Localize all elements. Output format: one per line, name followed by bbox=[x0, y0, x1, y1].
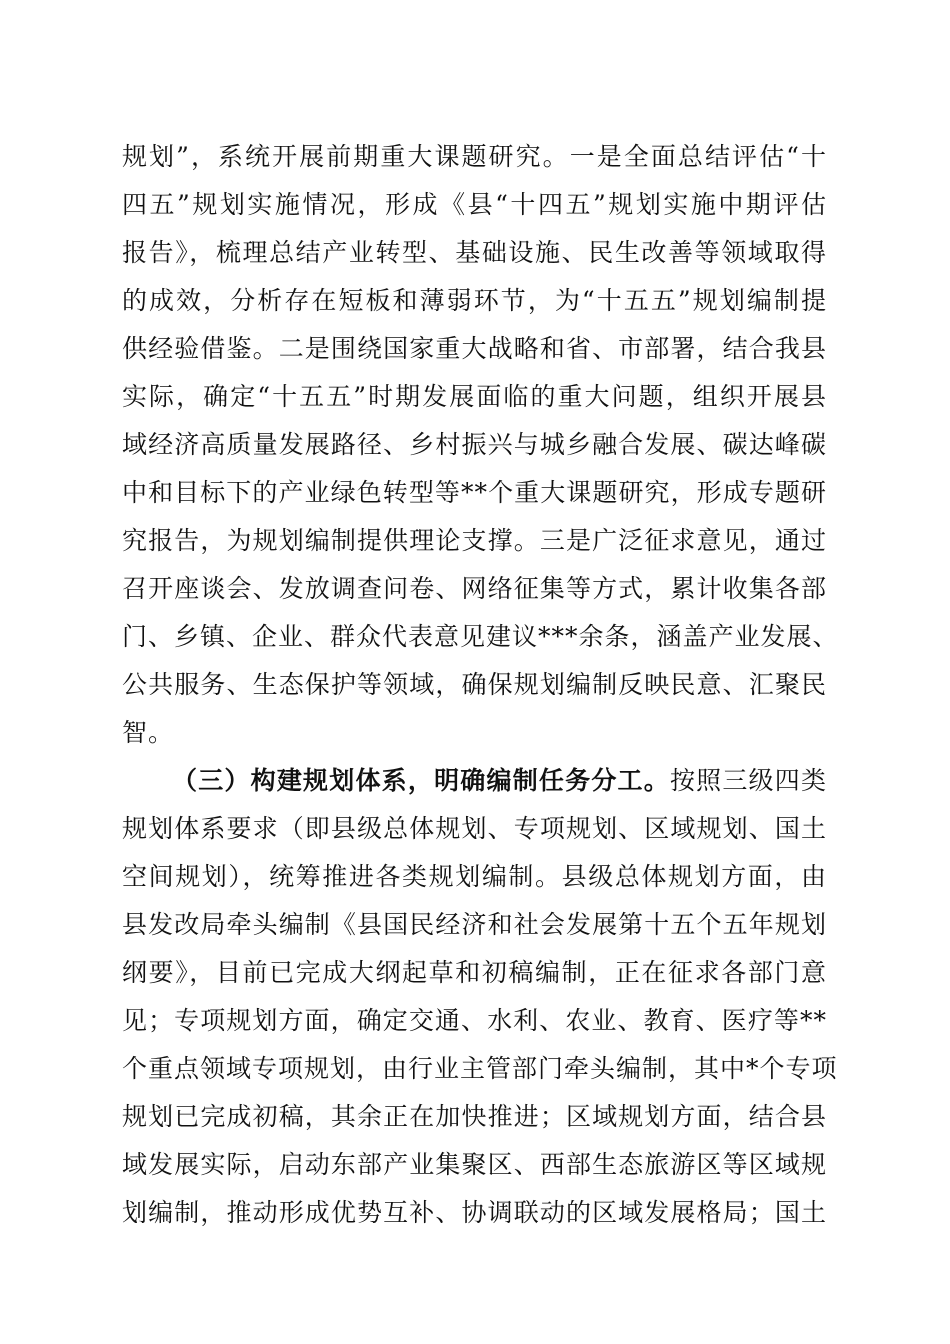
text-line: 规划”，系统开展前期重大课题研究。一是全面总结评估“十 bbox=[122, 142, 827, 171]
text-line: 中和目标下的产业绿色转型等**个重大课题研究，形成专题研 bbox=[122, 478, 827, 507]
text-line: 域经济高质量发展路径、乡村振兴与城乡融合发展、碳达峰碳 bbox=[122, 430, 827, 459]
text-line: 个重点领域专项规划，由行业主管部门牵头编制，其中*个专项 bbox=[122, 1054, 838, 1083]
text-line: 纲要》，目前已完成大纲起草和初稿编制，正在征求各部门意 bbox=[122, 958, 827, 987]
text-line: 召开座谈会、发放调查问卷、网络征集等方式，累计收集各部 bbox=[122, 574, 827, 603]
section-heading: （三）构建规划体系，明确编制任务分工。 bbox=[172, 766, 670, 795]
text-line: 见；专项规划方面，确定交通、水利、农业、教育、医疗等** bbox=[122, 1006, 827, 1035]
text-line: 智。 bbox=[122, 718, 175, 747]
text-line: 供经验借鉴。二是围绕国家重大战略和省、市部署，结合我县 bbox=[122, 334, 827, 363]
text-line: 公共服务、生态保护等领域，确保规划编制反映民意、汇聚民 bbox=[122, 670, 827, 699]
text-line: 四五”规划实施情况，形成《县“十四五”规划实施中期评估 bbox=[122, 190, 827, 219]
text-line: 域发展实际，启动东部产业集聚区、西部生态旅游区等区域规 bbox=[122, 1150, 827, 1179]
text-line: 划编制，推动形成优势互补、协调联动的区域发展格局；国土 bbox=[122, 1198, 827, 1227]
section-heading-line bbox=[172, 761, 827, 801]
text-line: 究报告，为规划编制提供理论支撑。三是广泛征求意见，通过 bbox=[122, 526, 827, 555]
text-line: 门、乡镇、企业、群众代表意见建议***余条，涵盖产业发展、 bbox=[122, 622, 839, 651]
text-line: 的成效，分析存在短板和薄弱环节，为“十五五”规划编制提 bbox=[122, 286, 827, 315]
text-line: 空间规划），统筹推进各类规划编制。县级总体规划方面，由 bbox=[122, 862, 827, 891]
text-line: 报告》，梳理总结产业转型、基础设施、民生改善等领域取得 bbox=[122, 238, 827, 267]
text-line: 规划已完成初稿，其余正在加快推进；区域规划方面，结合县 bbox=[122, 1102, 827, 1131]
heading-line-text: 按照三级四类 bbox=[669, 766, 827, 795]
text-line: 县发改局牵头编制《县国民经济和社会发展第十五个五年规划 bbox=[122, 910, 827, 939]
text-line: 实际，确定“十五五”时期发展面临的重大问题，组织开展县 bbox=[122, 382, 827, 411]
text-line: 规划体系要求（即县级总体规划、专项规划、区域规划、国土 bbox=[122, 814, 827, 843]
